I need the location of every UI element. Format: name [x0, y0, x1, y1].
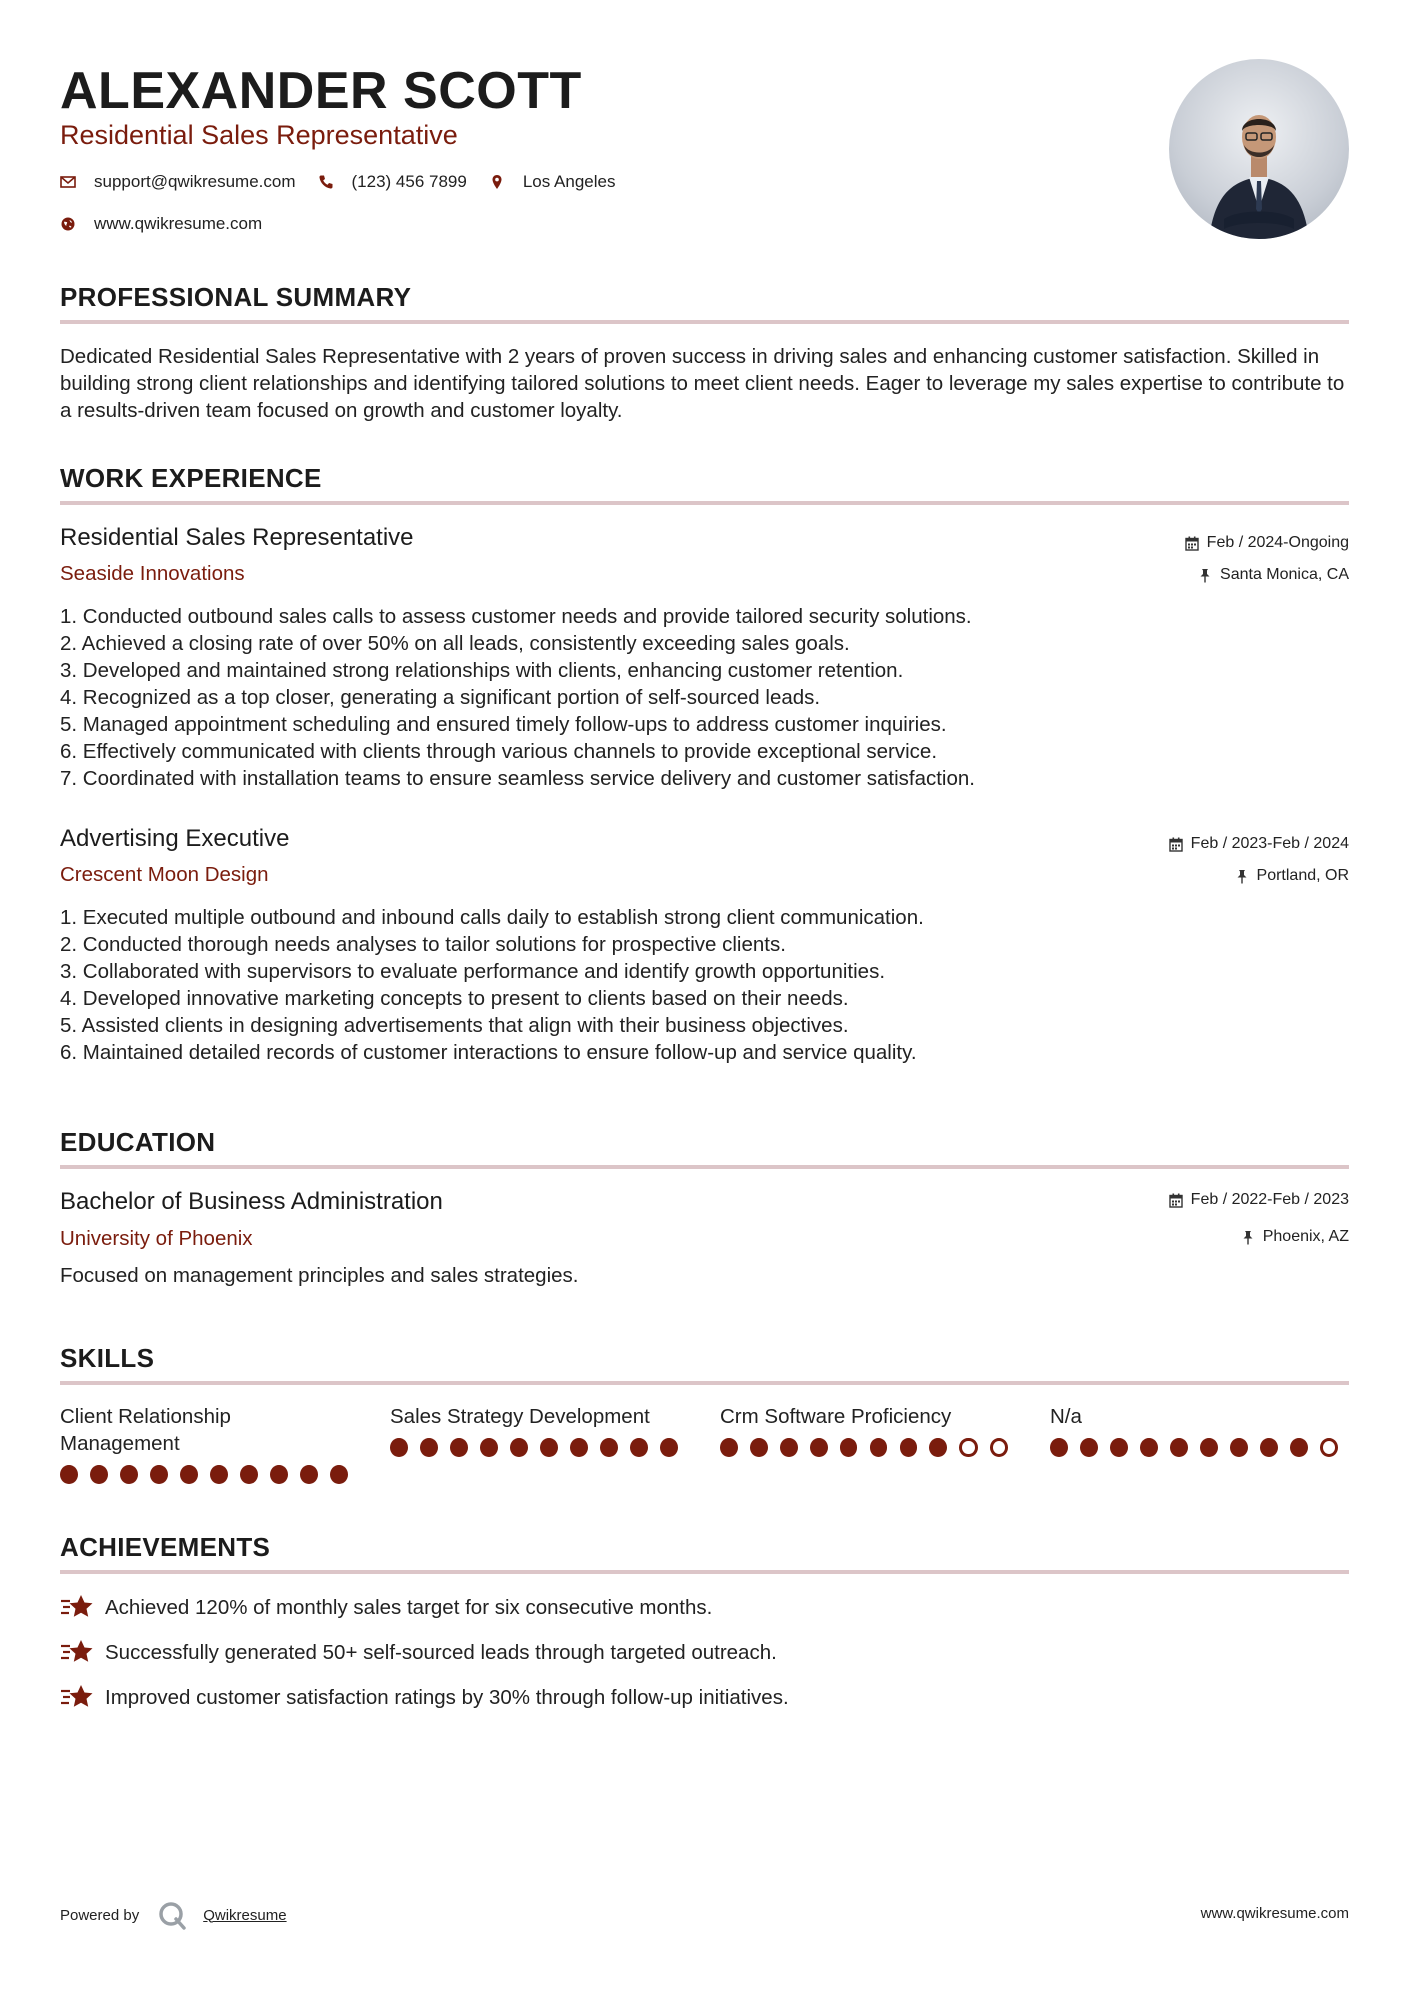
skill-rating [720, 1438, 1020, 1457]
rating-dot-filled [660, 1438, 678, 1457]
rating-dot-filled [1170, 1438, 1188, 1457]
rating-dot-filled [870, 1438, 888, 1457]
star-achievement-icon [60, 1592, 94, 1622]
profile-photo [1169, 59, 1349, 239]
job-dates [1169, 834, 1349, 854]
pushpin-icon [1198, 568, 1212, 583]
skill-name: Sales Strategy Development [390, 1405, 650, 1428]
section-divider [60, 1381, 1349, 1385]
skill-rating [1050, 1438, 1350, 1457]
section-divider [60, 501, 1349, 505]
rating-dot-filled [600, 1438, 618, 1457]
school-name: University of Phoenix [60, 1227, 253, 1250]
list-item: 7. Coordinated with installation teams to ensure seamless service delivery and customer satisfaction. [60, 767, 975, 790]
education-dates [1169, 1190, 1349, 1210]
education-heading: EDUCATION [60, 1127, 216, 1157]
envelope-icon [60, 174, 76, 190]
job-location-text: Santa Monica, CA [1220, 566, 1349, 583]
job-dates-text: Feb / 2024-Ongoing [1206, 534, 1349, 551]
degree-title: Bachelor of Business Administration [60, 1188, 443, 1215]
calendar-icon [1185, 536, 1199, 551]
list-item: 2. Conducted thorough needs analyses to tailor solutions for prospective clients. [60, 933, 786, 956]
candidate-name: ALEXANDER SCOTT [60, 62, 582, 120]
rating-dot-filled [840, 1438, 858, 1457]
rating-dot-filled [810, 1438, 828, 1457]
rating-dot-filled [1200, 1438, 1218, 1457]
rating-dot-filled [60, 1465, 78, 1484]
candidate-title: Residential Sales Representative [60, 120, 458, 150]
star-achievement-icon [60, 1637, 94, 1667]
section-divider [60, 1570, 1349, 1574]
contact-row [60, 172, 637, 192]
education-description: Focused on management principles and sales strategies. [60, 1264, 579, 1287]
job-title: Residential Sales Representative [60, 524, 414, 551]
job-title: Advertising Executive [60, 825, 290, 852]
achievement-item [60, 1682, 789, 1712]
achievement-text: Achieved 120% of monthly sales target for six consecutive months. [105, 1595, 713, 1619]
rating-dot-filled [780, 1438, 798, 1457]
map-pin-icon [489, 174, 505, 190]
list-item: 6. Maintained detailed records of customer interactions to ensure follow-up and service quality. [60, 1041, 917, 1064]
pushpin-icon [1235, 869, 1249, 884]
rating-dot-filled [450, 1438, 468, 1457]
rating-dot-filled [1140, 1438, 1158, 1457]
rating-dot-empty [959, 1438, 977, 1457]
rating-dot-filled [720, 1438, 738, 1457]
job-company: Crescent Moon Design [60, 863, 269, 886]
rating-dot-filled [929, 1438, 947, 1457]
rating-dot-filled [900, 1438, 918, 1457]
rating-dot-filled [1050, 1438, 1068, 1457]
rating-dot-filled [750, 1438, 768, 1457]
achievement-text: Successfully generated 50+ self-sourced leads through targeted outreach. [105, 1640, 777, 1664]
list-item: 5. Assisted clients in designing advertisements that align with their business objectives. [60, 1014, 849, 1037]
rating-dot-filled [300, 1465, 318, 1484]
rating-dot-empty [990, 1438, 1008, 1457]
rating-dot-filled [480, 1438, 498, 1457]
list-item: 1. Conducted outbound sales calls to assess customer needs and provide tailored security solutions. [60, 605, 972, 628]
globe-icon [60, 216, 76, 232]
contact-email[interactable] [60, 172, 296, 192]
skill-name: Crm Software Proficiency [720, 1405, 952, 1428]
footer-website[interactable]: www.qwikresume.com [1200, 1905, 1349, 1922]
experience-heading: WORK EXPERIENCE [60, 463, 322, 493]
rating-dot-filled [1110, 1438, 1128, 1457]
job-location [1198, 565, 1349, 585]
powered-by-text: Powered by [60, 1906, 140, 1924]
list-item: 2. Achieved a closing rate of over 50% on all leads, consistently exceeding sales goals. [60, 632, 850, 655]
skill-item [60, 1403, 360, 1484]
rating-dot-filled [630, 1438, 648, 1457]
location-text: Los Angeles [522, 172, 616, 191]
job-location-text: Portland, OR [1256, 867, 1349, 884]
section-divider [60, 320, 1349, 324]
list-item: 3. Collaborated with supervisors to evaluate performance and identify growth opportunities. [60, 960, 886, 983]
rating-dot-filled [510, 1438, 528, 1457]
education-dates-text: Feb / 2022-Feb / 2023 [1190, 1191, 1349, 1208]
achievement-item [60, 1592, 712, 1622]
skill-name: Client Relationship Management [60, 1405, 231, 1455]
achievements-heading: ACHIEVEMENTS [60, 1532, 271, 1562]
phone-text: (123) 456 7899 [351, 172, 467, 191]
footer-branding [60, 1900, 287, 1930]
rating-dot-filled [390, 1438, 408, 1457]
job-dates [1185, 533, 1349, 553]
rating-dot-filled [180, 1465, 198, 1484]
skill-item [720, 1403, 1020, 1457]
job-company: Seaside Innovations [60, 562, 245, 585]
job-responsibilities [60, 904, 1349, 1066]
rating-dot-filled [1230, 1438, 1248, 1457]
section-divider [60, 1165, 1349, 1169]
job-dates-text: Feb / 2023-Feb / 2024 [1190, 835, 1349, 852]
contact-row-website [60, 214, 284, 234]
list-item: 4. Developed innovative marketing concepts to present to clients based on their needs. [60, 987, 849, 1010]
contact-website[interactable] [60, 214, 262, 234]
rating-dot-filled [570, 1438, 588, 1457]
rating-dot-filled [240, 1465, 258, 1484]
rating-dot-filled [1080, 1438, 1098, 1457]
rating-dot-filled [1290, 1438, 1308, 1457]
job-location [1235, 866, 1349, 886]
summary-text: Dedicated Residential Sales Representative with 2 years of proven success in driving sales and enhancing customer satisfaction. Skilled in building strong client relationships and identifying tailored solutions to meet client needs. Eager to leverage my sales expertise to contribute to a results-driven team focused on growth and customer loyalty. [60, 345, 1345, 422]
qwikresume-logo [157, 1900, 187, 1930]
job-responsibilities [60, 603, 1349, 792]
email-text: support@qwikresume.com [94, 172, 296, 191]
list-item: 3. Developed and maintained strong relationships with clients, enhancing customer retention. [60, 659, 904, 682]
resume-page [60, 0, 1349, 1990]
pushpin-icon [1241, 1230, 1255, 1245]
calendar-icon [1169, 837, 1183, 852]
summary-heading: PROFESSIONAL SUMMARY [60, 282, 412, 312]
skill-rating [60, 1465, 360, 1484]
rating-dot-filled [150, 1465, 168, 1484]
qwikresume-link[interactable]: Qwikresume [203, 1906, 287, 1924]
rating-dot-filled [270, 1465, 288, 1484]
list-item: 5. Managed appointment scheduling and ensured timely follow-ups to address customer inquiries. [60, 713, 947, 736]
skill-item [390, 1403, 690, 1457]
rating-dot-filled [1260, 1438, 1278, 1457]
skills-heading: SKILLS [60, 1343, 155, 1373]
rating-dot-filled [120, 1465, 138, 1484]
calendar-icon [1169, 1193, 1183, 1208]
rating-dot-filled [210, 1465, 228, 1484]
phone-icon [318, 174, 334, 190]
skill-rating [390, 1438, 690, 1457]
list-item: 6. Effectively communicated with clients through various channels to provide exceptional service. [60, 740, 938, 763]
achievement-item [60, 1637, 777, 1667]
star-achievement-icon [60, 1682, 94, 1712]
education-location-text: Phoenix, AZ [1262, 1228, 1349, 1245]
rating-dot-filled [330, 1465, 348, 1484]
rating-dot-filled [90, 1465, 108, 1484]
contact-phone[interactable] [318, 172, 467, 192]
skill-name: N/a [1050, 1405, 1082, 1428]
list-item: 4. Recognized as a top closer, generating a significant portion of self-sourced leads. [60, 686, 821, 709]
achievement-text: Improved customer satisfaction ratings by 30% through follow-up initiatives. [105, 1685, 789, 1709]
website-text: www.qwikresume.com [94, 214, 263, 233]
rating-dot-empty [1320, 1438, 1338, 1457]
list-item: 1. Executed multiple outbound and inbound calls daily to establish strong client communication. [60, 906, 924, 929]
skill-item [1050, 1403, 1350, 1457]
rating-dot-filled [540, 1438, 558, 1457]
education-location [1241, 1227, 1349, 1247]
rating-dot-filled [420, 1438, 438, 1457]
contact-location [489, 172, 616, 192]
